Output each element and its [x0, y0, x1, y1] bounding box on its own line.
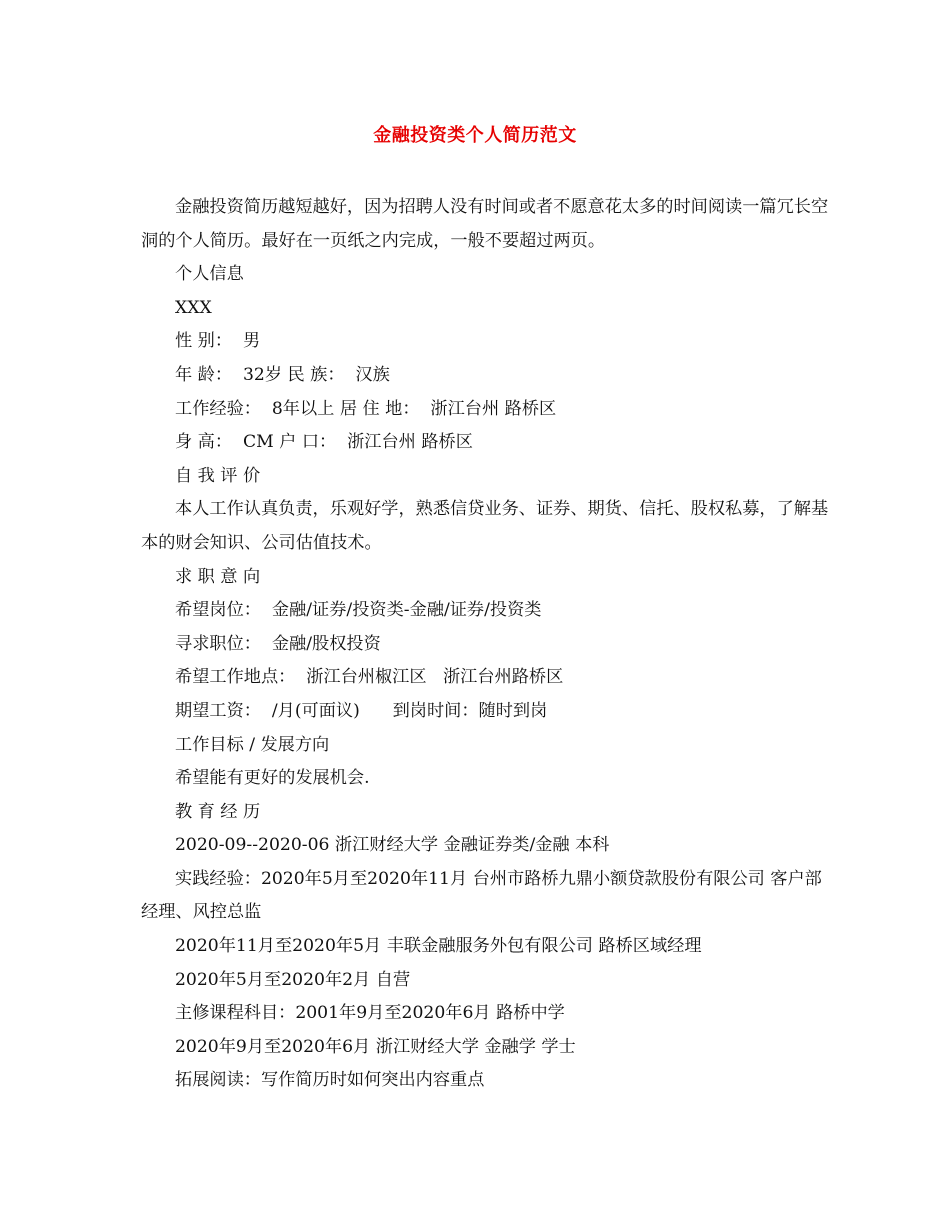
experience-residence-line: 工作经验： 8年以上 居 住 地： 浙江台州 路桥区 — [175, 398, 557, 419]
experience-line-1: 2020年11月至2020年5月 丰联金融服务外包有限公司 路桥区域经理 — [175, 936, 702, 957]
career-goal-line: 希望能有更好的发展机会. — [175, 768, 370, 789]
gender-line: 性 别： 男 — [175, 331, 261, 352]
sought-position-line: 寻求职位： 金融/股权投资 — [175, 633, 381, 654]
section-heading-career-goal: 工作目标 / 发展方向 — [175, 734, 330, 755]
practice-experience-paragraph: 实践经验：2020年5月至2020年11月 台州市路桥九鼎小额贷款股份有限公司 客户部经理、风控总监 — [141, 868, 822, 923]
courses-line: 主修课程科目：2001年9月至2020年6月 路桥中学 — [175, 1003, 565, 1024]
name-line: XXX — [175, 297, 212, 318]
height-hukou-line: 身 高： CM 户 口： 浙江台州 路桥区 — [175, 432, 473, 453]
self-evaluation-paragraph: 本人工作认真负责，乐观好学，熟悉信贷业务、证券、期货、信托、股权私募，了解基本的财会知识、公司估值技术。 — [141, 499, 829, 553]
section-heading-education: 教 育 经 历 — [175, 801, 261, 822]
degree-line: 2020年9月至2020年6月 浙江财经大学 金融学 学士 — [175, 1036, 576, 1057]
experience-line-2: 2020年5月至2020年2月 自营 — [175, 969, 411, 990]
expected-salary-line: 期望工资： /月(可面议) 到岗时间：随时到岗 — [175, 700, 548, 721]
desired-location-line: 希望工作地点： 浙江台州椒江区 浙江台州路桥区 — [175, 667, 564, 688]
section-heading-self-evaluation: 自 我 评 价 — [175, 465, 261, 486]
desired-position-line: 希望岗位： 金融/证券/投资类-金融/证券/投资类 — [175, 600, 542, 621]
section-heading-job-intention: 求 职 意 向 — [175, 566, 261, 587]
document-title: 金融投资类个人简历范文 — [373, 125, 577, 146]
intro-paragraph: 金融投资简历越短越好，因为招聘人没有时间或者不愿意花太多的时间阅读一篇冗长空洞的个人简历。最好在一页纸之内完成，一般不要超过两页。 — [141, 197, 829, 251]
age-ethnicity-line: 年 龄： 32岁 民 族： 汉族 — [175, 364, 390, 385]
extended-reading-line: 拓展阅读：写作简历时如何突出内容重点 — [175, 1070, 485, 1091]
education-line: 2020-09--2020-06 浙江财经大学 金融证券类/金融 本科 — [175, 835, 610, 856]
section-heading-personal-info: 个人信息 — [175, 264, 244, 285]
document-body — [141, 191, 831, 1098]
